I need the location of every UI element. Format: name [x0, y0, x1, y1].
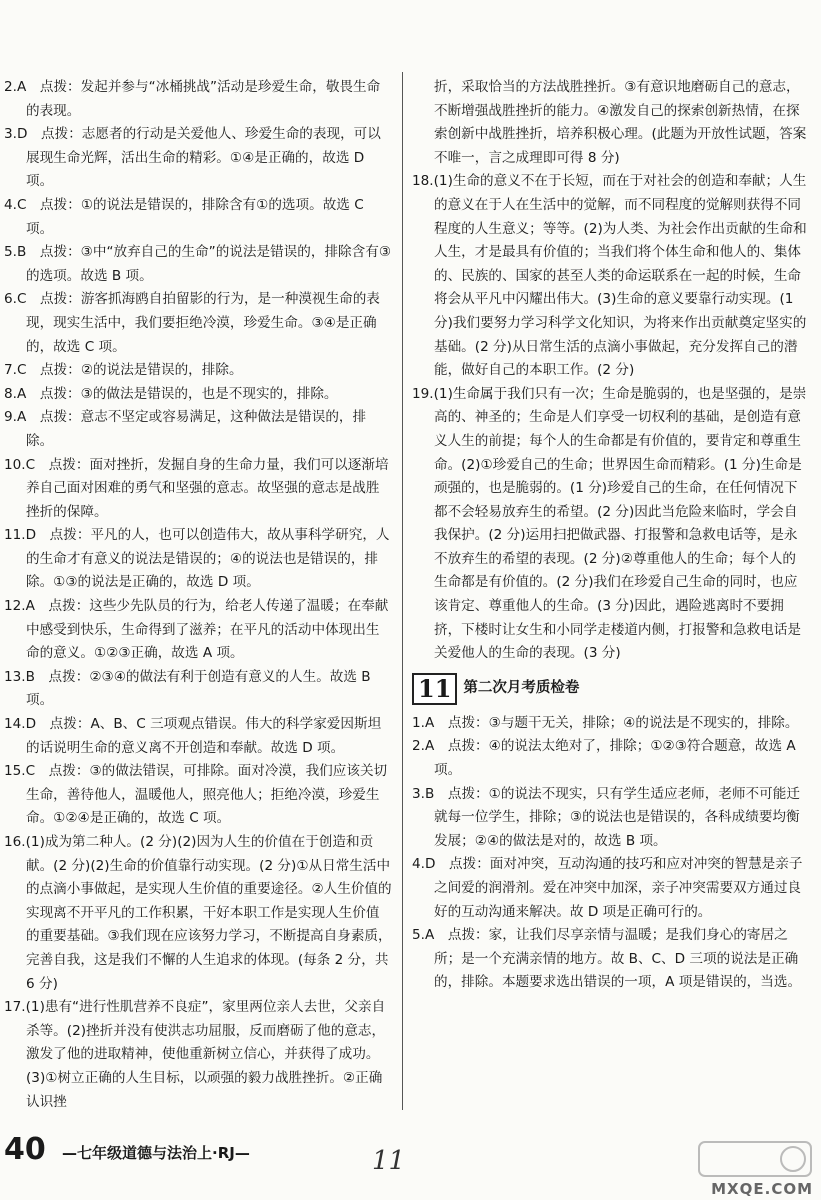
answer-item: 14.D 点拨：A、B、C 三项观点错误。伟大的科学家爱因斯坦的话说明生命的意义离不开创造和奉献。故选 D 项。 — [4, 716, 382, 756]
answer-item: 5.A 点拨：家，让我们尽享亲情与温暖；是我们身心的寄居之所；是一个充满亲情的地方。故 B、C、D 三项的说法是正确的，排除。本题要求选出错误的一项，A 项是错误的，当选。 — [412, 927, 802, 991]
page-number: 40 — [4, 1132, 46, 1167]
answer-item: 2.A 点拨：④的说法太绝对了，排除；①②③符合题意，故选 A 项。 — [412, 738, 796, 779]
handwritten-mark: 11 — [372, 1146, 406, 1176]
answer-item: 9.A 点拨：意志不坚定或容易满足，这种做法是错误的，排除。 — [4, 409, 367, 449]
answer-item: 15.C 点拨：③的做法错误，可排除。面对冷漠，我们应该关切生命，善待他人，温暖他人，照亮他人；拒绝冷漠，珍爱生命。①②④是正确的，故选 C 项。 — [4, 763, 388, 827]
answer-item: 2.A 点拨：发起并参与“冰桶挑战”活动是珍爱生命，敬畏生命的表现。 — [4, 79, 381, 119]
answer-item: 3.D 点拨：志愿者的行动是关爱他人、珍爱生命的表现，可以展现生命光辉，活出生命的精彩。①④是正确的，故选 D 项。 — [4, 126, 381, 190]
answer-item: 7.C 点拨：②的说法是错误的，排除。 — [4, 362, 243, 379]
answer-item: 12.A 点拨：这些少先队员的行为，给老人传递了温暖；在奉献中感受到快乐，生命得到了滋养；在平凡的活动中体现出生命的意义。①②③正确，故选 A 项。 — [4, 598, 389, 662]
answer-item: 16.(1)成为第二种人。(2 分)(2)因为人生的价值在于创造和贡献。(2 分)(2)生命的价值靠行动实现。(2 分)①从日常生活中的点滴小事做起，是实现人生价值的重要途径。②人生价值的实现离不开平凡的工作积累，干好本职工作是实现人生价值的重要基础。③我们现在应该努力学习，不断提高自身素质，完善自我，这是我们不懈的人生追求的体现。(每条 2 分，共 6 分) — [4, 834, 392, 992]
answer-item: 1.A 点拨：③与题干无关，排除；④的说法是不现实的，排除。 — [412, 714, 799, 731]
watermark-text: MXQE.COM — [711, 1180, 813, 1198]
section-title: 第二次月考质检卷 — [463, 680, 580, 697]
answer-item: 10.C 点拨：面对挫折，发掘自身的生命力量，我们可以逐渐培养自己面对困难的勇气和坚强的意志。故坚强的意志是战胜挫折的保障。 — [4, 456, 389, 520]
left-column — [4, 76, 392, 1114]
answer-item: 8.A 点拨：③的做法是错误的，也是不现实的，排除。 — [4, 385, 338, 402]
section-number: 11 — [412, 673, 457, 705]
answer-item: 4.D 点拨：面对冲突，互动沟通的技巧和应对冲突的智慧是亲子之间爱的润滑剂。爱在冲突中加深，亲子冲突需要双方通过良好的互动沟通来解决。故 D 项是正确可行的。 — [412, 856, 803, 920]
page-footer — [0, 1128, 821, 1200]
column-divider — [402, 72, 403, 1110]
right-column — [412, 76, 807, 995]
answer-item: 19.(1)生命属于我们只有一次；生命是脆弱的，也是坚强的，是崇高的、神圣的；生命是人们享受一切权利的基础，是创造有意义人生的前提；每个人的生命都是有价值的，要肯定和尊重生命。(2)①珍爱自己的生命；世界因生命而精彩。(1 分)生命是顽强的，也是脆弱的。(1 分)珍爱自己的生命，在任何情况下都不会轻易放弃生的希望。(2 分)因此当危险来临时，学会自我保护。(2 分)运用扫把做武器、打报警和急救电话等，是永不放弃生的希望的表现。(2 分)②尊重他人的生命；每个人的生命都是有价值的。(2 分)我们在珍爱自己生命的同时，也应该肯定、尊重他人的生命。(3 分)因此，遇险逃离时不要拥挤，下楼时让女生和小同学走楼道内侧，打报警和急救电话是关爱他人的生命的表现。(3 分) — [412, 385, 807, 662]
answer-item: 4.C 点拨：①的说法是错误的，排除含有①的选项。故选 C 项。 — [4, 196, 364, 237]
answer-item: 11.D 点拨：平凡的人，也可以创造伟大，故从事科学研究，人的生命才有意义的说法是错误的；④的说法也是错误的，排除。①③的说法是正确的，故选 D 项。 — [4, 527, 390, 591]
answer-item: 17.(1)患有“进行性肌营养不良症”，家里两位亲人去世，父亲自杀等。(2)挫折并没有使洪志功屈服，反而磨砺了他的意志，激发了他的进取精神，使他重新树立信心，并获得了成功。(3)①树立正确的人生目标，以顽强的毅力战胜挫折。②正确认识挫 — [4, 999, 386, 1110]
answer-item-continued: 折，采取恰当的方法战胜挫折。③有意识地磨砺自己的意志，不断增强战胜挫折的能力。④激发自己的探索创新热情，在探索创新中战胜挫折，培养积极心理。(此题为开放性试题，答案不唯一，言之成理即可得 8 分) — [434, 79, 807, 166]
answer-item: 18.(1)生命的意义不在于长短，而在于对社会的创造和奉献；人生的意义在于人在生活中的觉解，而不同程度的觉解则获得不同程度的人生意义；等等。(2)为人类、为社会作出贡献的生命和人生，才是最具有价值的；当我们将个体生命和他人的、集体的、民族的、国家的甚至人类的命运联系在一起的时候，生命将会从平凡中闪耀出伟大。(3)生命的意义要靠行动实现。(1 分)我们要努力学习科学文化知识，为将来作出贡献奠定坚实的基础。(2 分)从日常生活的点滴小事做起，充分发挥自己的潜能，做好自己的本职工作。(2 分) — [412, 173, 807, 379]
book-title: —七年级道德与法治上·RJ— — [62, 1144, 250, 1162]
section-header — [412, 672, 807, 706]
answer-item: 13.B 点拨：②③④的做法有利于创造有意义的人生。故选 B 项。 — [4, 668, 371, 709]
answer-item: 5.B 点拨：③中“放弃自己的生命”的说法是错误的，排除含有③的选项。故选 B 项。 — [4, 244, 392, 284]
answer-item: 3.B 点拨：①的说法不现实，只有学生适应老师，老师不可能迁就每一位学生，排除；③的说法也是错误的，各科成绩要均衡发展；②④的做法是对的，故选 B 项。 — [412, 785, 800, 849]
answer-item: 6.C 点拨：游客抓海鸥自拍留影的行为，是一种漠视生命的表现，现实生活中，我们要拒绝冷漠，珍爱生命。③④是正确的，故选 C 项。 — [4, 291, 380, 355]
